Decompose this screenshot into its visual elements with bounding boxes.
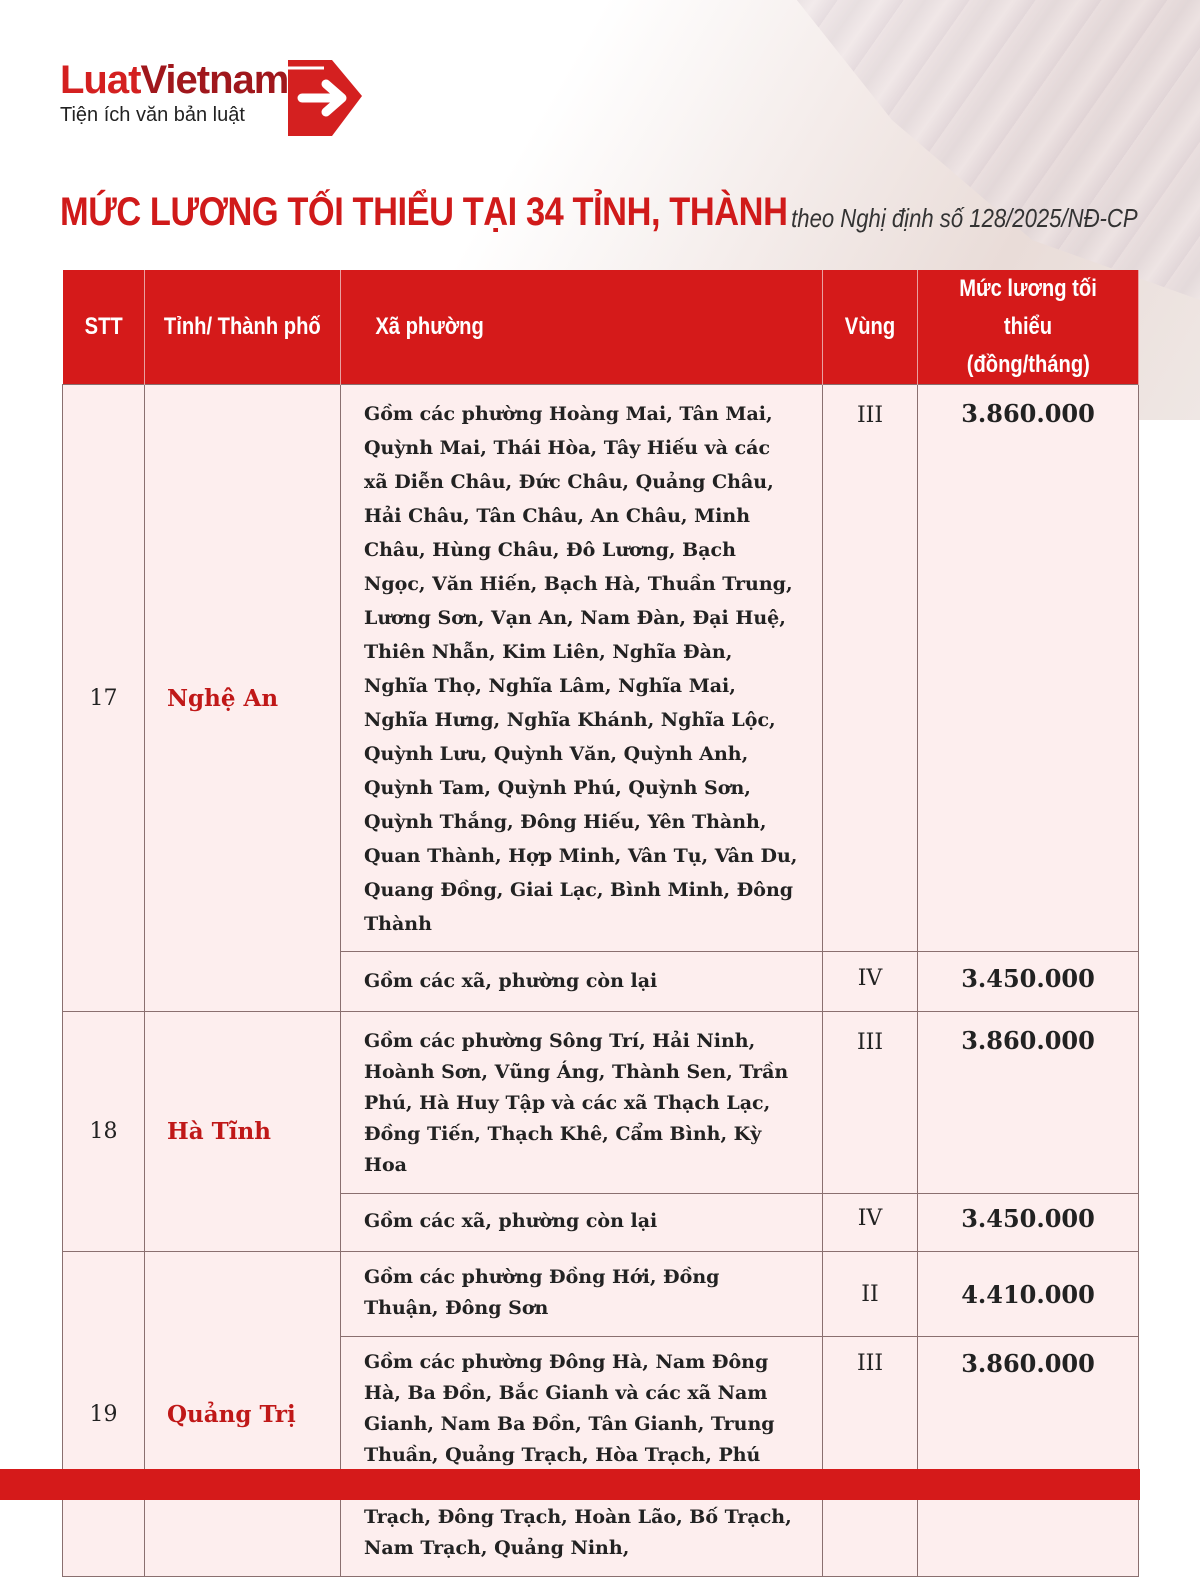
arrow-logo-icon	[282, 56, 366, 140]
wage-cell: 4.410.000	[918, 1252, 1139, 1337]
footer-bar	[0, 1469, 1140, 1500]
stt-cell: 18	[63, 1012, 145, 1252]
region-cell: IV	[823, 952, 918, 1012]
brand-name	[60, 60, 288, 100]
table-row	[63, 385, 1139, 952]
brand-logo[interactable]	[60, 60, 288, 127]
header-stt: STT	[63, 270, 145, 385]
wage-cell: 3.450.000	[918, 1194, 1139, 1252]
province-cell: Hà Tĩnh	[145, 1012, 341, 1252]
commune-cell: Gồm các phường Đông Hà, Nam Đông Hà, Ba Đồn, Bắc Gianh và các xã Nam Gianh, Nam Ba Đồn, Tân Gianh, Trung Thuần, Quảng Trạch, Hòa Trạch, Phú Trạch, Đông Trạch, Hoàn Lão, Bố Trạch, Nam Trạch, Quảng Ninh,	[341, 1337, 823, 1577]
stt-cell: 19	[63, 1252, 145, 1577]
commune-cell: Gồm các xã, phường còn lại	[341, 952, 823, 1012]
commune-cell: Gồm các xã, phường còn lại	[341, 1194, 823, 1252]
region-cell: III	[823, 385, 918, 952]
header-region: Vùng	[823, 270, 918, 385]
brand-tagline: Tiện ích văn bản luật	[60, 104, 245, 126]
header-province: Tỉnh/ Thành phố	[145, 270, 341, 385]
table-header-row	[63, 270, 1139, 385]
commune-cell: Gồm các phường Sông Trí, Hải Ninh, Hoành Sơn, Vũng Áng, Thành Sen, Trần Phú, Hà Huy Tập và các xã Thạch Lạc, Đồng Tiến, Thạch Khê, Cẩm Bình, Kỳ Hoa	[341, 1012, 823, 1194]
province-cell: Nghệ An	[145, 385, 341, 1012]
wage-cell: 3.450.000	[918, 952, 1139, 1012]
region-cell: III	[823, 1337, 918, 1577]
table-row	[63, 1252, 1139, 1337]
stt-cell: 17	[63, 385, 145, 1012]
minimum-wage-table	[62, 270, 1139, 1577]
province-cell: Quảng Trị	[145, 1252, 341, 1577]
header-commune: Xã phường	[341, 270, 823, 385]
table-row	[63, 1012, 1139, 1194]
page-title: MỨC LƯƠNG TỐI THIỂU TẠI 34 TỈNH, THÀNH	[60, 190, 788, 234]
commune-cell: Gồm các phường Đồng Hới, Đồng Thuận, Đông Sơn	[341, 1252, 823, 1337]
region-cell: III	[823, 1012, 918, 1194]
brand-name-part2: Vietnam	[140, 58, 289, 102]
wage-cell: 3.860.000	[918, 385, 1139, 952]
wage-cell: 3.860.000	[918, 1337, 1139, 1577]
region-cell: II	[823, 1252, 918, 1337]
decree-reference: theo Nghị định số 128/2025/NĐ-CP	[791, 203, 1138, 233]
brand-name-part1: Luat	[60, 58, 141, 102]
wage-cell: 3.860.000	[918, 1012, 1139, 1194]
region-cell: IV	[823, 1194, 918, 1252]
header-wage: Mức lương tối thiểu (đồng/tháng)	[918, 270, 1139, 385]
commune-cell: Gồm các phường Hoàng Mai, Tân Mai, Quỳnh Mai, Thái Hòa, Tây Hiếu và các xã Diễn Châu, Đức Châu, Quảng Châu, Hải Châu, Tân Châu, An Châu, Minh Châu, Hùng Châu, Đô Lương, Bạch Ngọc, Văn Hiến, Bạch Hà, Thuần Trung, Lương Sơn, Vạn An, Nam Đàn, Đại Huệ, Thiên Nhẫn, Kim Liên, Nghĩa Đàn, Nghĩa Thọ, Nghĩa Lâm, Nghĩa Mai, Nghĩa Hưng, Nghĩa Khánh, Nghĩa Lộc, Quỳnh Lưu, Quỳnh Văn, Quỳnh Anh, Quỳnh Tam, Quỳnh Phú, Quỳnh Sơn, Quỳnh Thắng, Đông Hiếu, Yên Thành, Quan Thành, Hợp Minh, Vân Tụ, Vân Du, Quang Đồng, Giai Lạc, Bình Minh, Đông Thành	[341, 385, 823, 952]
